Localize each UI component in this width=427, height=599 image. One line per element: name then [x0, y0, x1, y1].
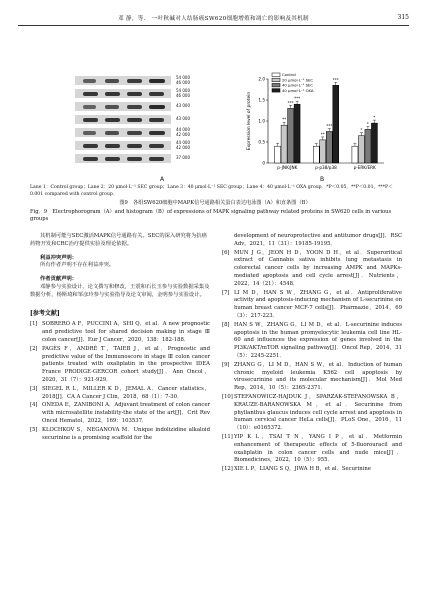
reference-item [30, 427, 210, 443]
reference-item [222, 362, 402, 393]
bar [275, 146, 281, 163]
blot-molecular-weight [176, 156, 190, 161]
blot-band [127, 144, 142, 148]
conflict-heading: 利益冲突声明： [40, 254, 78, 261]
bar [281, 125, 287, 163]
molecular-weight-value: 42 000 [176, 131, 190, 137]
reference-list-right [222, 233, 402, 474]
blot-band [105, 92, 120, 96]
blot-band [83, 157, 98, 161]
bar [326, 132, 332, 164]
page-number: 315 [397, 14, 409, 21]
x-tick-label: p-p38/p38 [315, 165, 337, 170]
reference-text: XIE L P，LIANG S Q，JIWA H B，et al．Securinine [234, 466, 371, 473]
reference-text: development of neuroprotective and antitumor drugs[J]．RSC Adv，2021，11（31）：19185-19195． [234, 233, 402, 247]
significance-mark: * [373, 115, 376, 121]
legend-label: 40 μmol·L⁻¹ OXA [282, 87, 314, 93]
conflict-text: 所有作者声明不存在利益冲突。 [40, 262, 115, 269]
legend-swatch [272, 78, 280, 82]
blot-molecular-weight [176, 117, 190, 122]
blot-band [105, 79, 119, 83]
blot-band [105, 144, 120, 148]
blot-band [105, 105, 119, 109]
reference-list-left [30, 321, 210, 442]
x-tick-label: p-JNK/JNK [277, 165, 298, 170]
reference-number: [6] [222, 249, 230, 256]
blot-molecular-weight [176, 104, 190, 109]
reference-item [222, 322, 402, 361]
blot-strip [75, 128, 171, 137]
reference-text: KLOCHKOV S，NEGANOVA M．Unique indolizidine alkaloid securinine is a promising scaffold for the [42, 426, 210, 441]
legend-swatch [272, 83, 280, 87]
bar [313, 146, 319, 163]
blot-band [127, 79, 142, 83]
blot-band [105, 118, 120, 122]
legend-swatch [272, 89, 280, 93]
reference-item [222, 290, 402, 321]
reference-item [30, 402, 210, 425]
running-header [0, 10, 427, 26]
reference-text: YIP K L，TSAI T N，YANG I P，et al．Metformin enhancement of therapeutic effects of 5-fluorouracil and oxaliplatin in colon cancer cells and nude mice[J]．Biomedicines，2022，10（5）：955． [234, 433, 402, 464]
molecular-weight-value: 46 000 [176, 92, 190, 98]
blot-band [83, 131, 96, 135]
blot-row [75, 101, 195, 112]
reference-text: PAGÈS F，ANDRÉ T，TAIEB J，et al．Prognostic and predictive value of the Immunoscore in stage Ⅲ colon cancer patients treated with oxaliplatin in the prospective IDEA France PRODIGE-GERCOR cohort study[J]．Ann Oncol，2020，31（7）：921-929． [42, 345, 210, 383]
reference-item [30, 346, 210, 385]
reference-item [222, 434, 402, 465]
blot-band [149, 105, 165, 109]
blot-molecular-weight [176, 89, 190, 98]
x-tick-label: p-ERK/ERK [353, 165, 376, 170]
bar [352, 146, 358, 163]
reference-number: [4] [30, 402, 38, 409]
blot-row [75, 127, 195, 138]
molecular-weight-value: 43 000 [176, 103, 190, 108]
molecular-weight-value: 54 000 [176, 75, 190, 80]
blot-row [75, 140, 195, 151]
blot-strip [75, 89, 171, 98]
reference-text: SOBRERO A F，PUCCINI A，SHI Q，et al．A new prognostic and predictive tool for shared decision making in stage Ⅲ colon cancer[J]．Eur J Cancer，2020，138：182-188． [42, 321, 210, 343]
blot-band [127, 131, 142, 135]
panel-b-label: B [320, 176, 325, 183]
significance-mark: *** [287, 100, 294, 106]
blot-band [83, 92, 98, 96]
blot-band [149, 92, 164, 96]
molecular-weight-value: 43 000 [176, 116, 190, 121]
legend-label: 40 μmol·L⁻¹ SEC [282, 82, 314, 88]
bar [294, 104, 300, 163]
molecular-weight-value: 42 000 [176, 144, 190, 150]
molecular-weight-value: 46 000 [176, 79, 190, 85]
reference-text: MUN J G，JEON H D，YOON D H，et al．Superoritical extract of Cannabis sativa inhibits lung metastasis in colorectal cancer cells by increasing AMPK and MAPKs-mediated apoptosis and cell cycle arrest[J]．Nutrients，2022，14（21）：4548． [234, 249, 402, 287]
reference-number: [8] [222, 321, 230, 328]
reference-number: [3] [30, 385, 38, 392]
blot-strip [75, 76, 171, 85]
blot-band [149, 144, 164, 148]
reference-item [30, 386, 210, 402]
figure-lane-legend: Lane 1：Control group；Lane 2：20 μmol·L⁻¹ SEC group；Lane 3：40 μmol·L⁻¹ SEC group；Lane 4：40 μmol·L⁻¹ OXA group．*P＜0.05，**P＜0.01，***P＜0.001 compared with control group． [30, 185, 393, 197]
blot-band [149, 131, 165, 135]
reference-number: [12] [222, 466, 233, 473]
blot-band [127, 157, 142, 161]
running-title: 邓 静，等． 一叶秋碱对人结肠癌SW620细胞增殖和凋亡的影响及其机制 [118, 16, 309, 22]
figure-caption-en: Fig．9 Electrophorogram（A）and histogram（B）of expressions of MAPK signaling pathway related proteins in SW620 cells in various groups [30, 209, 392, 222]
bar [371, 123, 377, 163]
legend-label: Control [282, 72, 296, 78]
reference-text: ZHANG G，LI M D，HAN S W，et al．Induction of human chronic myeloid leukemia K562 cell apoptosis by virosecurinine and its molecular mechanism[J]．Mol Med Rep，2014，10（5）：2365-2371． [234, 361, 402, 392]
reference-item [222, 250, 402, 289]
y-tick-label: 1.5 [258, 97, 265, 103]
blot-band [105, 157, 120, 161]
blot-molecular-weight [176, 141, 190, 150]
molecular-weight-value: 37 000 [176, 155, 190, 160]
blot-band [83, 118, 98, 122]
reference-item [222, 394, 402, 433]
y-tick-label: 1.0 [258, 118, 265, 124]
figure-caption-zh: 图9 各组SW620细胞中MAPK信号通路相关蛋白表达电泳图（A）和直条图（B） [119, 200, 311, 206]
molecular-weight-value: 44 000 [176, 127, 190, 132]
reference-number [222, 233, 234, 249]
conclusion-paragraph: 其机制可能与SEC激活MAPK信号通路有关。SEC的深入研究将为抗癌药物开发和CRC治疗提供实验及理论依据。 [30, 233, 207, 247]
left-column [30, 233, 210, 443]
blot-band [83, 105, 96, 109]
panel-a-label: A [160, 176, 165, 183]
legend-swatch [272, 73, 280, 77]
reference-item [30, 321, 210, 344]
blot-band [105, 131, 119, 135]
molecular-weight-value: 54 000 [176, 88, 190, 93]
reference-number: [2] [30, 345, 38, 352]
blot-strip [75, 141, 171, 150]
reference-text: LI M D，HAN S W，ZHANG G，et al．Antiproliferative activity and apoptosis-inducing mechanism of L-securinine on human breast cancer MCF-7 cells[J]．Pharmazie，2014，69（3）：217-223． [234, 289, 402, 319]
significance-mark: * [366, 121, 369, 127]
contribution-text: 邓静参与实验设计、论文撰写和修改，王震和石长玉参与实验数据采集及数据分析，杨斯琦和邹彦玲参与实验指导及论文审阅，金明参与实验设计。 [30, 283, 210, 298]
molecular-weight-value: 44 000 [176, 140, 190, 145]
references-heading: [参考文献] [30, 309, 60, 317]
reference-text: HAN S W，ZHANG G，LI M D，et al．L-securinine induces apoptosis in the human promyelocytic leukemia cell line HL-60 and influences the expression of genes involved in the PI3K/AKT/mTOR signaling pathway[J]．Oncol Rep，2014，31（5）：2245-2251． [234, 321, 402, 359]
significance-mark: ** [282, 117, 287, 123]
reference-number: [9] [222, 361, 230, 368]
bar [358, 136, 364, 163]
significance-mark: *** [294, 96, 301, 102]
y-tick-label: 0 [262, 160, 265, 166]
reference-number: [5] [30, 426, 38, 433]
bar [365, 129, 371, 163]
significance-mark: ** [320, 131, 325, 137]
reference-text: SIEGEL R L，MILLER K D，JEMAL A．Cancer statistics，2018[J]．CA A Cancer J Clin，2018，68（1）：7-30． [42, 385, 210, 400]
significance-mark: *** [332, 77, 339, 83]
blot-band [149, 79, 165, 83]
blot-molecular-weight [176, 128, 190, 137]
legend-label: 20 μmol·L⁻¹ SEC [282, 77, 314, 83]
blot-strip [75, 115, 171, 124]
reference-number: [1] [30, 321, 38, 328]
blot-band [127, 105, 142, 109]
blot-row [75, 114, 195, 125]
contribution-heading: 作者贡献声明： [40, 276, 78, 283]
blot-band [149, 157, 164, 161]
blot-molecular-weight [176, 76, 190, 85]
blot-row [75, 153, 195, 164]
y-axis-label: Expression level of protein [247, 91, 252, 151]
blot-band [127, 118, 142, 122]
y-tick-label: 0.5 [258, 139, 265, 145]
blot-row [75, 88, 195, 99]
bar [288, 108, 294, 163]
blot-strip [75, 154, 171, 163]
significance-mark: *** [326, 123, 333, 129]
significance-mark: * [360, 127, 363, 133]
bar [333, 85, 339, 163]
blot-band [83, 79, 96, 83]
right-column [222, 233, 402, 475]
reference-text: ONEDA E，ZANIBONI A．Adjuvant treatment of colon cancer with microsatellite instability-the state of the art[J]．Crit Rev Oncol Hematol，2022，169：103537． [42, 402, 210, 424]
blot-strip [75, 102, 171, 111]
blot-band [83, 144, 98, 148]
protein-expression-chart [238, 71, 388, 181]
y-tick-label: 2.0 [258, 76, 265, 82]
blot-band [127, 92, 142, 96]
reference-text: STEFANOWICZ-HAJDUK J，SPARZAK-STEFANOWSKA B，KRAUZE-BARANOWSKA M，et al．Securinine from phyllanthus glaucus induces cell cycle arrest and apoptosis in human cervical cancer HeLa cells[J]．PLoS One，2016，11（10）：e0165372． [234, 393, 402, 432]
blot-row [75, 75, 195, 86]
reference-item [222, 233, 402, 249]
reference-number: [11] [222, 433, 233, 440]
blot-band [149, 118, 164, 122]
reference-number: [7] [222, 289, 230, 296]
header-rule [18, 25, 409, 26]
reference-item [222, 466, 402, 474]
reference-number: [10] [222, 393, 233, 400]
bar [320, 140, 326, 163]
